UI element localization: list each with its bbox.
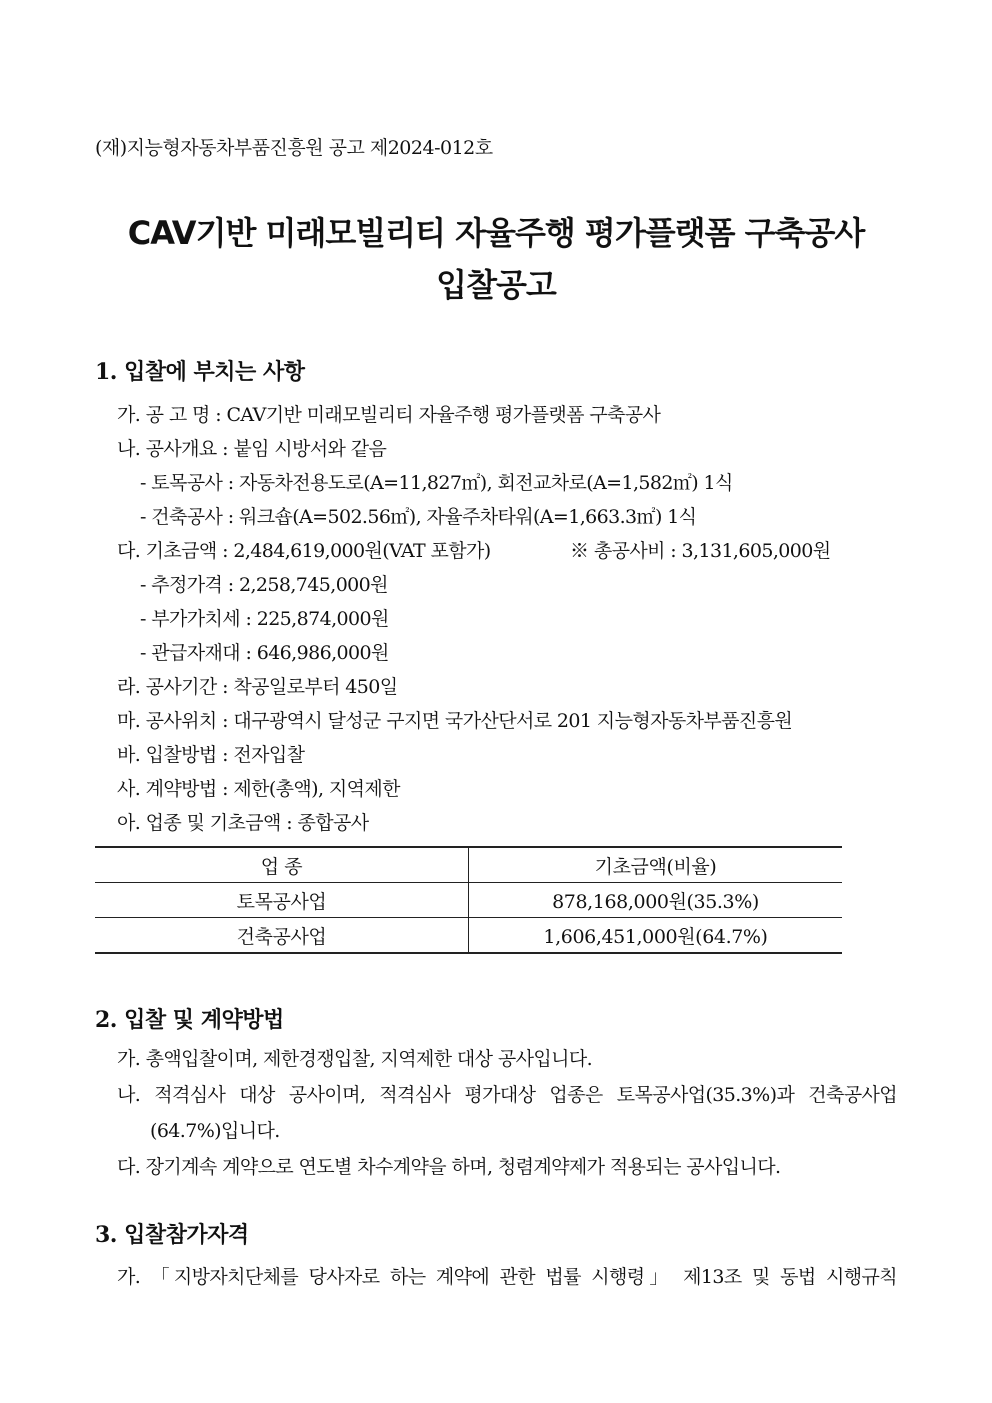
item-bid-method: 바. 입찰방법 : 전자입찰 (117, 744, 305, 766)
item-vat: - 부가가치세 : 225,874,000원 (140, 608, 389, 630)
item-contract-method: 사. 계약방법 : 제한(총액), 지역제한 (117, 778, 400, 800)
table-cell-amount: 878,168,000원(35.3%) (469, 883, 843, 918)
table-cell-type: 토목공사업 (95, 883, 469, 918)
section-3-item-a: 가. 「지방자치단체를 당사자로 하는 계약에 관한 법률 시행령」 제13조 및 동법 시행규칙 (117, 1266, 897, 1288)
section-2-heading: 2. 입찰 및 계약방법 (95, 1007, 284, 1033)
total-cost-note: ※ 총공사비 : 3,131,605,000원 (570, 540, 831, 562)
item-supplied-material: - 관급자재대 : 646,986,000원 (140, 642, 389, 664)
item-overview: 나. 공사개요 : 붙임 시방서와 같음 (117, 438, 387, 460)
document-title-subtitle: 입찰공고 (436, 266, 556, 304)
item-location: 마. 공사위치 : 대구광역시 달성군 구지면 국가산단서로 201 지능형자동차부품진흥원 (117, 710, 793, 732)
section-2-item-b: 나. 적격심사 대상 공사이며, 적격심사 평가대상 업종은 토목공사업(35.3%)과 건축공사업 (117, 1084, 897, 1106)
item-civil-work: - 토목공사 : 자동차전용도로(A=11,827㎡), 회전교차로(A=1,582㎡) 1식 (140, 472, 733, 494)
section-1-heading: 1. 입찰에 부치는 사항 (95, 359, 305, 385)
section-2-item-b-cont: (64.7%)입니다. (150, 1120, 280, 1142)
table-header-amount: 기초금액(비율) (469, 847, 843, 883)
item-business-type: 아. 업종 및 기초금액 : 종합공사 (117, 812, 369, 834)
notice-number: (재)지능형자동차부품진흥원 공고 제2024-012호 (95, 137, 493, 159)
business-type-table (95, 846, 842, 954)
table-header-type: 업 종 (95, 847, 469, 883)
item-estimated-price: - 추정가격 : 2,258,745,000원 (140, 574, 388, 596)
item-building-work: - 건축공사 : 워크숍(A=502.56㎡), 자율주차타워(A=1,663.3㎡) 1식 (140, 506, 697, 528)
document-title: CAV기반 미래모빌리티 자율주행 평가플랫폼 구축공사 (127, 214, 865, 252)
section-3-heading: 3. 입찰참가자격 (95, 1222, 249, 1248)
section-2-item-c: 다. 장기계속 계약으로 연도별 차수계약을 하며, 청렴계약제가 적용되는 공사입니다. (117, 1156, 781, 1178)
table-row (95, 918, 842, 954)
table-cell-amount: 1,606,451,000원(64.7%) (469, 918, 843, 954)
item-project-name: 가. 공 고 명 : CAV기반 미래모빌리티 자율주행 평가플랫폼 구축공사 (117, 404, 661, 426)
item-base-amount: 다. 기초금액 : 2,484,619,000원(VAT 포함가) (117, 540, 491, 562)
table-header-row (95, 847, 842, 883)
section-2-item-a: 가. 총액입찰이며, 제한경쟁입찰, 지역제한 대상 공사입니다. (117, 1048, 593, 1070)
table-row (95, 883, 842, 918)
table-cell-type: 건축공사업 (95, 918, 469, 954)
item-period: 라. 공사기간 : 착공일로부터 450일 (117, 676, 398, 698)
